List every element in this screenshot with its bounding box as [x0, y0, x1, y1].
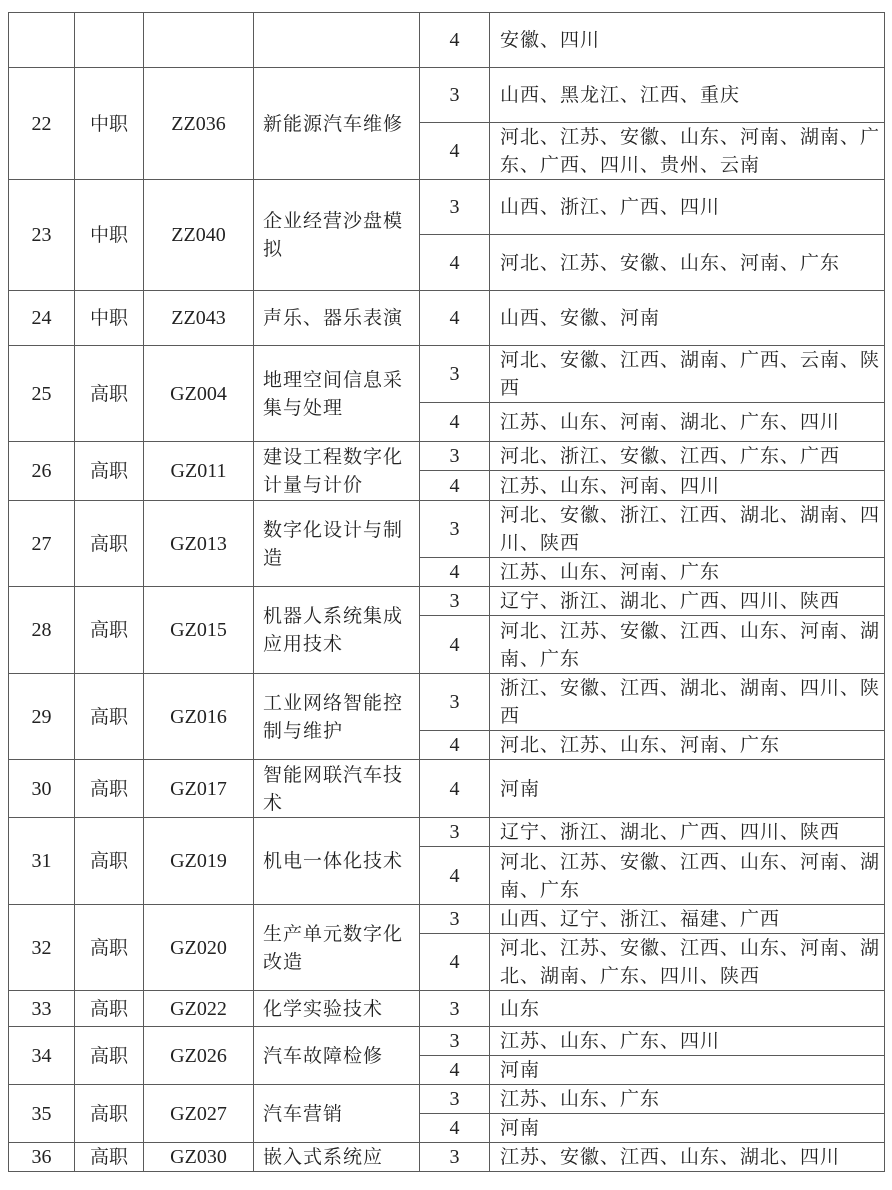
- table-row: [9, 818, 885, 847]
- education-level-cell: 中职: [75, 291, 144, 346]
- event-name-cell: 汽车故障检修: [254, 1027, 420, 1085]
- provinces-cell: 辽宁、浙江、湖北、广西、四川、陕西: [490, 587, 885, 616]
- category-cell: 4: [420, 760, 490, 818]
- row-number-cell: [9, 13, 75, 68]
- table-row: [9, 291, 885, 346]
- event-name-cell: 声乐、器乐表演: [254, 291, 420, 346]
- category-cell: 4: [420, 291, 490, 346]
- provinces-cell: 辽宁、浙江、湖北、广西、四川、陕西: [490, 818, 885, 847]
- provinces-cell: 江苏、山东、河南、广东: [490, 558, 885, 587]
- provinces-cell: 河北、江苏、安徽、江西、山东、河南、湖南、广东: [490, 616, 885, 674]
- event-name-cell: 工业网络智能控制与维护: [254, 674, 420, 760]
- category-cell: 3: [420, 991, 490, 1027]
- row-number-cell: 32: [9, 905, 75, 991]
- category-cell: 4: [420, 1114, 490, 1143]
- row-number-cell: 22: [9, 68, 75, 180]
- event-name-cell: 建设工程数字化计量与计价: [254, 442, 420, 501]
- row-number-cell: 28: [9, 587, 75, 674]
- education-level-cell: 高职: [75, 905, 144, 991]
- category-cell: 4: [420, 558, 490, 587]
- education-level-cell: 高职: [75, 760, 144, 818]
- provinces-cell: 河北、浙江、安徽、江西、广东、广西: [490, 442, 885, 471]
- category-cell: 3: [420, 501, 490, 558]
- table-row: [9, 674, 885, 731]
- provinces-cell: 江苏、山东、河南、湖北、广东、四川: [490, 403, 885, 442]
- row-number-cell: 26: [9, 442, 75, 501]
- event-code-cell: GZ022: [144, 991, 254, 1027]
- provinces-cell: 河北、江苏、安徽、江西、山东、河南、湖南、广东: [490, 847, 885, 905]
- row-number-cell: 35: [9, 1085, 75, 1143]
- row-number-cell: 36: [9, 1143, 75, 1172]
- table-row: [9, 1027, 885, 1056]
- category-cell: 3: [420, 346, 490, 403]
- education-level-cell: 中职: [75, 68, 144, 180]
- provinces-cell: 河南: [490, 760, 885, 818]
- category-cell: 4: [420, 934, 490, 991]
- event-code-cell: GZ004: [144, 346, 254, 442]
- event-code-cell: GZ027: [144, 1085, 254, 1143]
- row-number-cell: 24: [9, 291, 75, 346]
- row-number-cell: 31: [9, 818, 75, 905]
- education-level-cell: 高职: [75, 1085, 144, 1143]
- provinces-cell: 河北、江苏、山东、河南、广东: [490, 731, 885, 760]
- education-level-cell: 高职: [75, 501, 144, 587]
- education-level-cell: [75, 13, 144, 68]
- provinces-cell: 山西、辽宁、浙江、福建、广西: [490, 905, 885, 934]
- provinces-cell: 河北、江苏、安徽、山东、河南、湖南、广东、广西、四川、贵州、云南: [490, 123, 885, 180]
- provinces-cell: 山东: [490, 991, 885, 1027]
- category-cell: 4: [420, 1056, 490, 1085]
- event-code-cell: [144, 13, 254, 68]
- table-row: [9, 68, 885, 123]
- event-code-cell: ZZ043: [144, 291, 254, 346]
- category-cell: 4: [420, 731, 490, 760]
- row-number-cell: 30: [9, 760, 75, 818]
- table-row: [9, 760, 885, 818]
- provinces-cell: 山西、浙江、广西、四川: [490, 180, 885, 235]
- event-code-cell: GZ013: [144, 501, 254, 587]
- provinces-cell: 江苏、山东、广东: [490, 1085, 885, 1114]
- provinces-cell: 江苏、山东、河南、四川: [490, 471, 885, 501]
- table-body: [9, 13, 885, 1172]
- row-number-cell: 25: [9, 346, 75, 442]
- table-row: [9, 442, 885, 471]
- education-level-cell: 高职: [75, 1027, 144, 1085]
- category-cell: 3: [420, 587, 490, 616]
- event-code-cell: GZ011: [144, 442, 254, 501]
- category-cell: 4: [420, 847, 490, 905]
- education-level-cell: 高职: [75, 674, 144, 760]
- event-code-cell: GZ030: [144, 1143, 254, 1172]
- provinces-cell: 河北、江苏、安徽、江西、山东、河南、湖北、湖南、广东、四川、陕西: [490, 934, 885, 991]
- education-level-cell: 高职: [75, 818, 144, 905]
- competition-province-table: [8, 12, 885, 1172]
- table-row: [9, 13, 885, 68]
- category-cell: 4: [420, 235, 490, 291]
- education-level-cell: 高职: [75, 991, 144, 1027]
- table-row: [9, 1143, 885, 1172]
- provinces-cell: 江苏、山东、广东、四川: [490, 1027, 885, 1056]
- provinces-cell: 河北、安徽、浙江、江西、湖北、湖南、四川、陕西: [490, 501, 885, 558]
- table-row: [9, 180, 885, 235]
- category-cell: 3: [420, 1143, 490, 1172]
- event-code-cell: GZ019: [144, 818, 254, 905]
- event-code-cell: ZZ040: [144, 180, 254, 291]
- provinces-cell: 河北、江苏、安徽、山东、河南、广东: [490, 235, 885, 291]
- event-name-cell: 地理空间信息采集与处理: [254, 346, 420, 442]
- event-name-cell: 企业经营沙盘模拟: [254, 180, 420, 291]
- table-row: [9, 991, 885, 1027]
- event-name-cell: 新能源汽车维修: [254, 68, 420, 180]
- event-code-cell: GZ020: [144, 905, 254, 991]
- category-cell: 3: [420, 442, 490, 471]
- category-cell: 4: [420, 403, 490, 442]
- table-row: [9, 346, 885, 403]
- category-cell: 3: [420, 1027, 490, 1056]
- row-number-cell: 23: [9, 180, 75, 291]
- education-level-cell: 高职: [75, 442, 144, 501]
- category-cell: 3: [420, 905, 490, 934]
- category-cell: 3: [420, 674, 490, 731]
- category-cell: 3: [420, 818, 490, 847]
- table-row: [9, 587, 885, 616]
- table-row: [9, 1085, 885, 1114]
- category-cell: 4: [420, 123, 490, 180]
- row-number-cell: 34: [9, 1027, 75, 1085]
- event-code-cell: GZ015: [144, 587, 254, 674]
- category-cell: 4: [420, 13, 490, 68]
- event-name-cell: 机电一体化技术: [254, 818, 420, 905]
- category-cell: 3: [420, 1085, 490, 1114]
- provinces-cell: 安徽、四川: [490, 13, 885, 68]
- event-name-cell: 数字化设计与制造: [254, 501, 420, 587]
- event-name-cell: 汽车营销: [254, 1085, 420, 1143]
- education-level-cell: 高职: [75, 587, 144, 674]
- provinces-cell: 江苏、安徽、江西、山东、湖北、四川: [490, 1143, 885, 1172]
- education-level-cell: 高职: [75, 346, 144, 442]
- table-row: [9, 905, 885, 934]
- event-name-cell: 嵌入式系统应: [254, 1143, 420, 1172]
- event-name-cell: [254, 13, 420, 68]
- provinces-cell: 山西、安徽、河南: [490, 291, 885, 346]
- event-code-cell: GZ016: [144, 674, 254, 760]
- event-code-cell: ZZ036: [144, 68, 254, 180]
- event-name-cell: 智能网联汽车技术: [254, 760, 420, 818]
- table-row: [9, 501, 885, 558]
- provinces-cell: 河南: [490, 1056, 885, 1085]
- event-code-cell: GZ017: [144, 760, 254, 818]
- provinces-cell: 山西、黑龙江、江西、重庆: [490, 68, 885, 123]
- category-cell: 3: [420, 180, 490, 235]
- provinces-cell: 河南: [490, 1114, 885, 1143]
- row-number-cell: 33: [9, 991, 75, 1027]
- provinces-cell: 河北、安徽、江西、湖南、广西、云南、陕西: [490, 346, 885, 403]
- category-cell: 4: [420, 616, 490, 674]
- event-name-cell: 生产单元数字化改造: [254, 905, 420, 991]
- category-cell: 4: [420, 471, 490, 501]
- event-code-cell: GZ026: [144, 1027, 254, 1085]
- event-name-cell: 机器人系统集成应用技术: [254, 587, 420, 674]
- row-number-cell: 27: [9, 501, 75, 587]
- event-name-cell: 化学实验技术: [254, 991, 420, 1027]
- row-number-cell: 29: [9, 674, 75, 760]
- education-level-cell: 高职: [75, 1143, 144, 1172]
- category-cell: 3: [420, 68, 490, 123]
- education-level-cell: 中职: [75, 180, 144, 291]
- provinces-cell: 浙江、安徽、江西、湖北、湖南、四川、陕西: [490, 674, 885, 731]
